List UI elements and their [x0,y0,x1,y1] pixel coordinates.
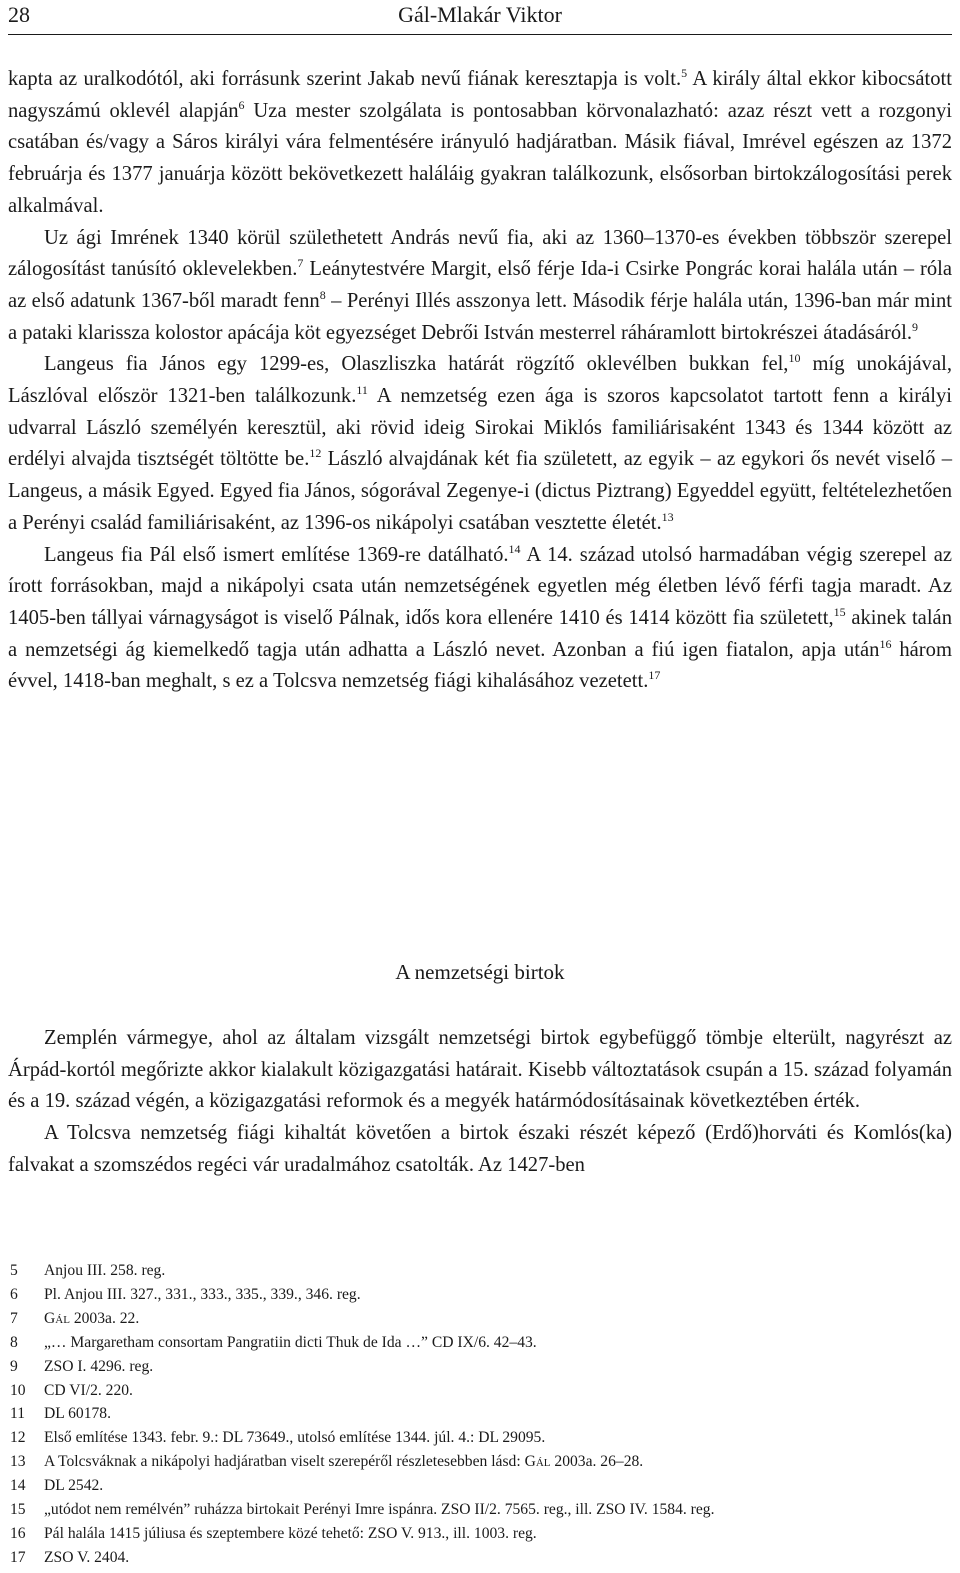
footnote-number: 11 [10,1405,26,1423]
footnote-number: 16 [10,1524,26,1542]
footnote-ref: 12 [309,446,322,461]
footnote-text [44,1283,952,1307]
paragraph [8,540,952,699]
footnote-text [44,1450,952,1474]
text-run: Uz ági Imrének 1340 körül születhetett András nevű fia, aki az 1360–1370-es években többször szerepel zálogosítást tanúsító oklevelekben. [8,226,952,281]
footnote [8,1307,952,1331]
footnote-number: 8 [10,1333,18,1351]
footnote-ref: 7 [297,256,304,271]
footnote-number: 12 [10,1429,26,1447]
footnote-number: 10 [10,1381,26,1399]
footnote-number: 15 [10,1501,26,1519]
text-run: A Tolcsváknak a nikápolyi hadjáratban viselt szerepéről részletesebben lásd: [44,1453,525,1471]
footnote-text [44,1259,952,1283]
paragraph [8,349,952,539]
section-heading: A nemzetségi birtok [395,960,565,984]
footnote-number: 14 [10,1477,26,1495]
text-run: 2003a. 26–28. [550,1453,644,1471]
text-run: Langeus fia János egy 1299-es, Olaszliszka határát rögzítő oklevélben bukkan fel, [44,353,789,376]
footnote [8,1402,952,1426]
footnote-text [44,1331,952,1355]
text-run: A 14. század utolsó harmadában végig szerepel az írott forrásokban, majd a nikápolyi csata után nemzetségének egyetlen még életben lévő férfi tagja maradt. Az 1405-ben tállyai várnagyságot is viselő Pálnak, idős kora ellenére 1410 és 1414 között fia született, [8,543,952,629]
main-text [8,64,952,698]
footnote-ref: 13 [661,509,674,524]
footnote-text [44,1402,952,1426]
text-run: Uza mester szolgálata is pontosabban körvonalazható: azaz részt vett a rozgonyi csatában és/vagy a Sáros királyi vára felmentésére irányuló hadjáratban. Másik fiával, Imrével egészen az 1372 februárja és 1377 januárja között bekövetkezett haláláig gyakran találkozunk, elsősorban birtokzálogosítási perek alkalmával. [8,99,953,217]
paragraph [8,64,952,223]
text-run: Pál halála 1415 júliusa és szeptembere közé tehető: ZSO V. 913., ill. 1003. reg. [44,1524,537,1542]
footnote [8,1450,952,1474]
author-name: Gál [44,1309,70,1327]
footnote [8,1474,952,1498]
footnote-ref: 6 [238,97,245,112]
footnote-ref: 15 [833,604,846,619]
text-run: A király által ekkor kibocsátott nagyszámú oklevél alapján [8,68,952,122]
footnote [8,1522,952,1546]
text-run: A nemzetség ezen ága is szoros kapcsolatot tartott fenn a királyi udvarral László személyén keresztül, aki rövid ideig Sirokai Miklós familiárisaként 1343 és 1344 között az erdélyi alvajda tisztségét töltötte be. [8,385,952,471]
footnote [8,1331,952,1355]
footnote [8,1498,952,1522]
page-number: 28 [8,2,30,27]
footnote-number: 9 [10,1357,18,1375]
footnote-number: 13 [10,1453,26,1471]
footnote-ref: 9 [912,319,919,334]
header-rule [8,34,952,35]
footnote-ref: 16 [879,636,892,651]
footnote-ref: 8 [319,287,326,302]
text-run: kapta az uralkodótól, aki forrásunk szerint Jakab nevű fiának keresztapja is volt. [8,68,682,90]
text-run: DL 60178. [44,1405,111,1423]
text-run: három évvel, 1418-ban meghalt, s ez a Tolcsva nemzetség fiági kihalásához vezetett. [8,638,952,693]
footnote-text [44,1426,952,1450]
text-run: CD VI/2. 220. [44,1381,133,1399]
footnote-ref: 11 [356,383,368,398]
footnote-number: 17 [10,1548,26,1566]
text-run: DL 2542. [44,1477,104,1495]
text-run: míg unokájával, Lászlóval először 1321-ben találkozunk. [8,353,952,408]
footnote-ref: 14 [508,541,521,556]
footnote-text [44,1307,952,1331]
text-run: Első említése 1343. febr. 9.: DL 73649., utolsó említése 1344. júl. 4.: DL 29095. [44,1429,546,1447]
footnote-text [44,1498,952,1522]
footnote-text [44,1522,952,1546]
footnote-text [44,1474,952,1498]
footnote [8,1259,952,1283]
section-text [8,1023,952,1182]
text-run: „… Margaretham consortam Pangratiin dicti Thuk de Ida …” CD IX/6. 42–43. [44,1333,537,1351]
footnote [8,1283,952,1307]
paragraph: Zemplén vármegye, ahol az általam vizsgált nemzetségi birtok egybefüggő tömbje elterült, nagyrészt az Árpád-kortól megőrizte akkor kialakult közigazgatási határait. Kisebb változtatások csupán a 15. század folyamán és a 19. század végén, a közigazgatási reformok és a megyék határmódosításainak következtében érték. [8,1027,952,1113]
footnote-text [44,1355,952,1379]
paragraph [8,223,952,350]
running-title: Gál-Mlakár Viktor [398,2,562,27]
text-run: – Perényi Illés asszonya lett. Második férje halála után, 1396-ban már mint a pataki klarissza kolostor apácája köt egyezséget Debrői István mesterrel ráháramlott birtokrészei átadásáról. [8,289,952,344]
text-run: ZSO I. 4296. reg. [44,1357,154,1375]
text-run: Anjou III. 258. reg. [44,1262,166,1279]
text-run: akinek talán a nemzetségi ág kiemelkedő tagja után adhatta a László nevet. Azonban a fiú igen fiatalon, apja után [8,606,952,661]
text-run: ZSO V. 2404. [44,1548,130,1566]
footnote-number: 7 [10,1309,18,1327]
footnote-ref: 17 [648,668,661,683]
footnotes [8,1259,952,1570]
footnote [8,1355,952,1379]
author-name: Gál [524,1453,551,1471]
footnote-ref: 10 [788,351,801,366]
text-run: „utódot nem remélvén” ruházza birtokait Perényi Imre ispánra. ZSO II/2. 7565. reg., ill. ZSO IV. 1584. reg. [44,1501,715,1519]
text-run: László alvajdának két fia született, az egyik – az egykori ős nevét viselő – Langeus, a másik Egyed. Egyed fia János, sógorával Zegenye-i (dictus Piztrang) Egyeddel együtt, feltételezhetően a Perényi család familiárisaként, az 1396-os nikápolyi csatában vesztette életét. [8,448,952,534]
footnote-number: 5 [10,1262,18,1279]
text-run: Leánytestvére Margit, első férje Ida-i Csirke Pongrác korai halála után – róla az első adatunk 1367-ből maradt fenn [8,258,953,312]
footnote-text [44,1546,952,1570]
text-run: 2003a. 22. [69,1309,140,1327]
footnote-number: 6 [10,1285,18,1303]
footnote [8,1379,952,1403]
text-run: Pl. Anjou III. 327., 331., 333., 335., 339., 346. reg. [44,1285,361,1303]
paragraph: A Tolcsva nemzetség fiági kihaltát követően a birtok északi részét képező (Erdő)horváti és Komlós(ka) falvakat a szomszédos regéci vár uradalmához csatolták. Az 1427-ben [8,1122,952,1176]
footnote [8,1426,952,1450]
footnote-text [44,1379,952,1403]
text-run: Langeus fia Pál első ismert említése 1369-re datálható. [44,543,509,566]
page-header [8,0,952,36]
footnote-ref: 5 [681,66,688,80]
footnote [8,1546,952,1570]
